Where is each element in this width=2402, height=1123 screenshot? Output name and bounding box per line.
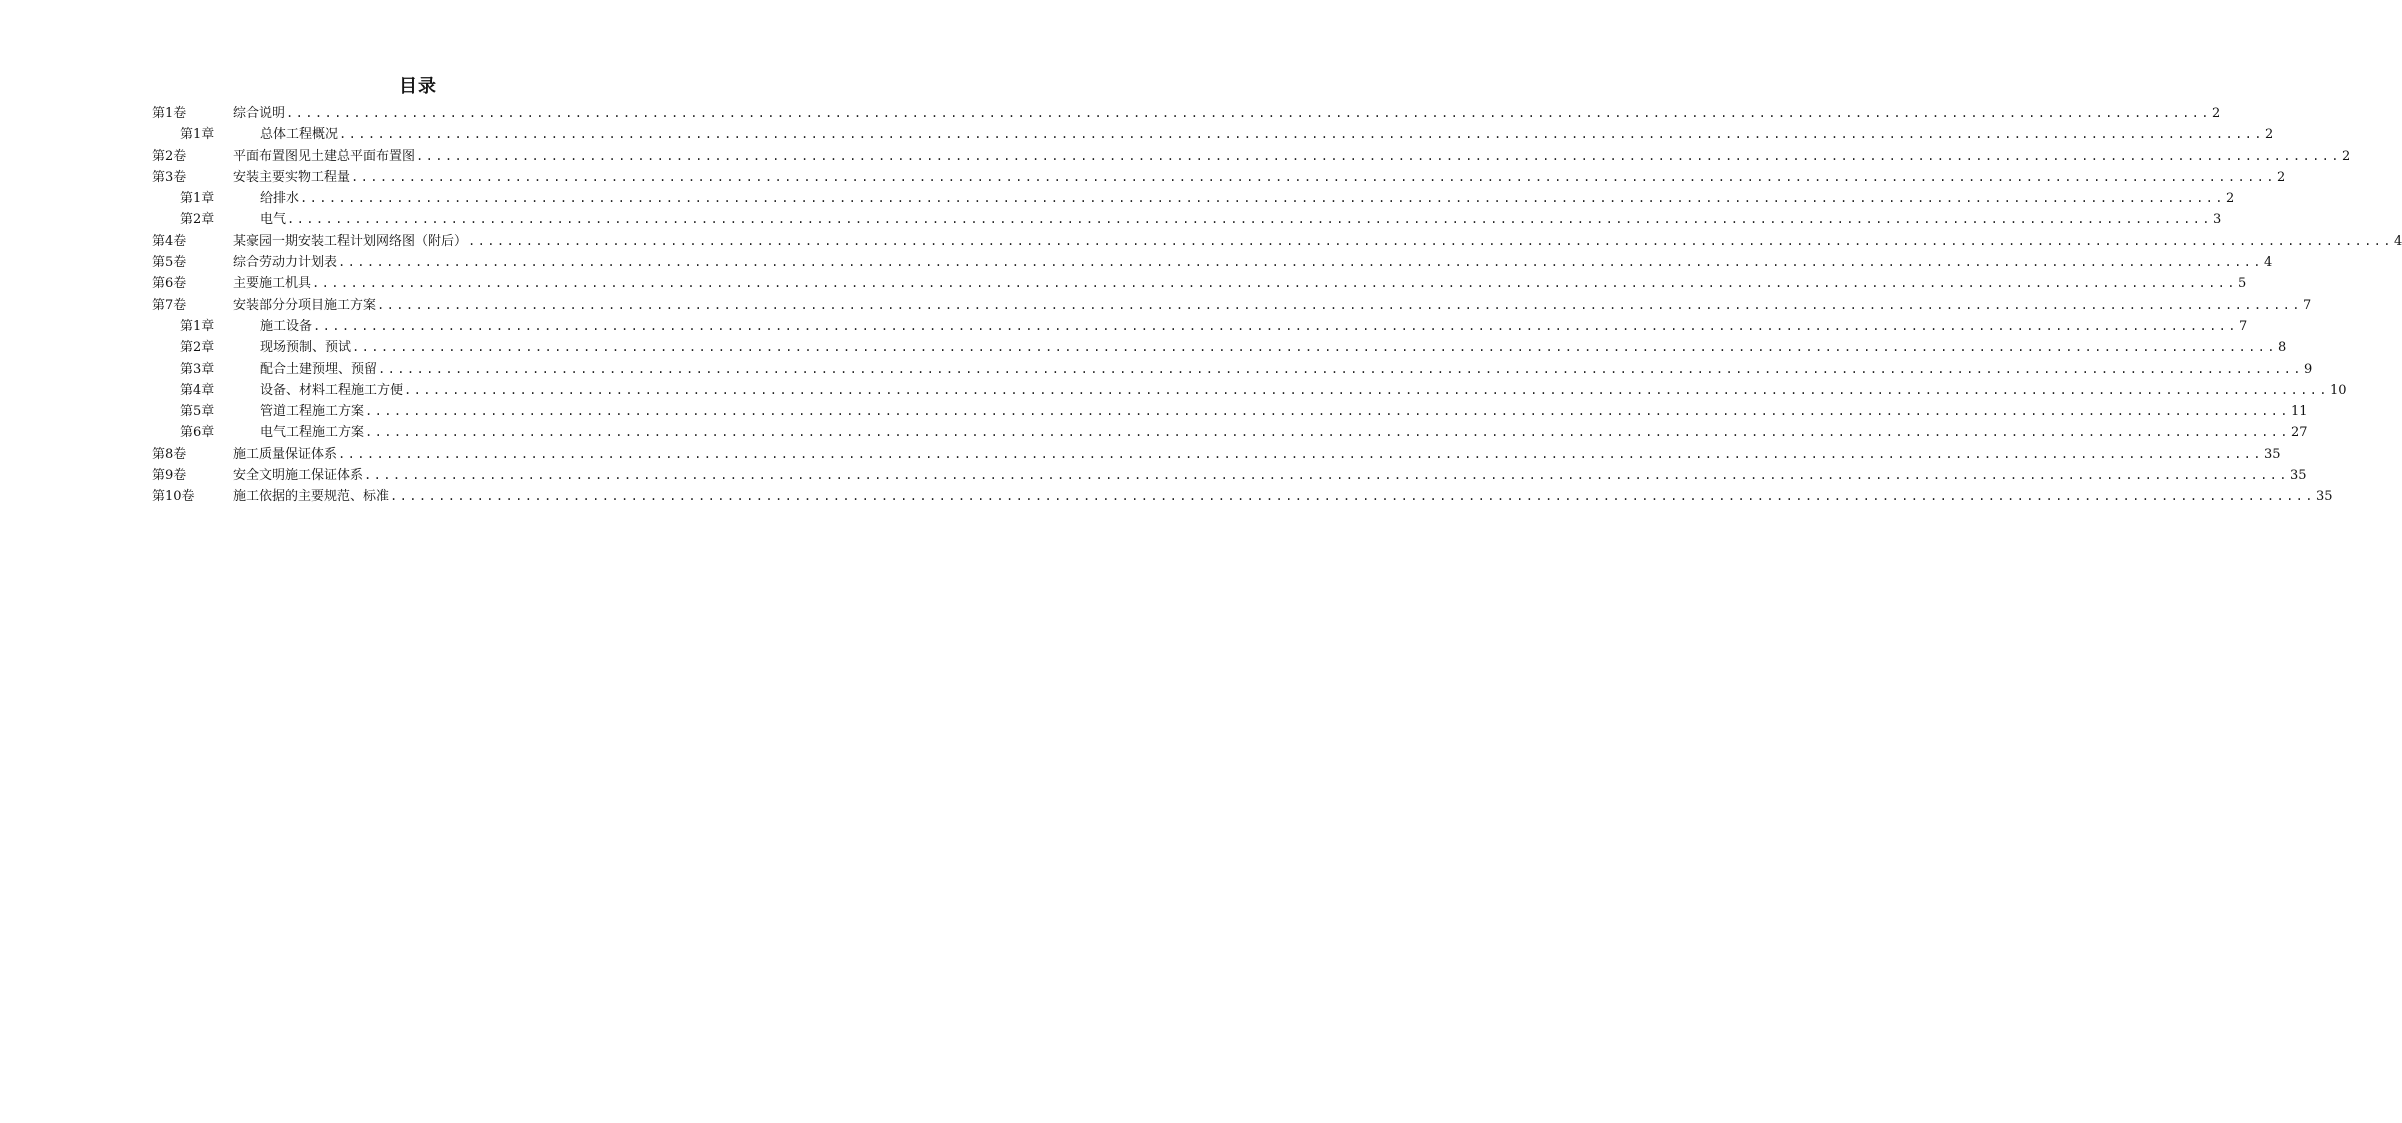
toc-dot-leader: ........................................................................................................................................................................................................ xyxy=(300,191,2225,206)
toc-page-number: 2 xyxy=(2225,191,2235,207)
toc-chapter-number: 第2章 xyxy=(180,212,215,228)
table-of-contents xyxy=(152,103,2402,508)
toc-entry[interactable] xyxy=(152,252,2273,273)
toc-chapter-number: 第1章 xyxy=(180,127,215,143)
toc-page-number: 2 xyxy=(2211,106,2221,121)
toc-entry-title: 主要施工机具 xyxy=(233,276,312,292)
toc-page-number: 11 xyxy=(2290,404,2308,420)
toc-entry[interactable] xyxy=(152,273,2247,294)
toc-volume-number: 第10卷 xyxy=(152,489,195,505)
toc-dot-leader: ........................................................................................................................................................................................................ xyxy=(365,404,2290,419)
toc-entry-title: 综合劳动力计划表 xyxy=(233,255,338,271)
toc-page-number: 2 xyxy=(2264,127,2274,143)
toc-entry-title: 安全文明施工保证体系 xyxy=(233,468,364,484)
toc-entry[interactable] xyxy=(152,422,2308,443)
toc-dot-leader: ........................................................................................................................................................................................................ xyxy=(287,212,2212,227)
toc-entry[interactable] xyxy=(152,231,2402,252)
toc-page-number: 4 xyxy=(2393,233,2402,249)
toc-entry-title: 施工设备 xyxy=(260,318,313,334)
toc-dot-leader: ........................................................................................................................................................................................................ xyxy=(338,255,2263,270)
toc-entry-title: 现场预制、预试 xyxy=(260,340,352,356)
toc-page-number: 27 xyxy=(2290,425,2308,441)
toc-entry-title: 配合土建预埋、预留 xyxy=(260,361,378,377)
toc-entry[interactable] xyxy=(152,103,2221,124)
toc-dot-leader: ........................................................................................................................................................................................................ xyxy=(352,340,2277,355)
toc-chapter-number: 第2章 xyxy=(180,340,215,356)
toc-page-number: 4 xyxy=(2263,255,2273,271)
toc-page-number: 7 xyxy=(2302,297,2312,313)
toc-entry[interactable] xyxy=(152,359,2313,380)
toc-dot-leader: ........................................................................................................................................................................................................ xyxy=(338,446,2263,461)
toc-chapter-number: 第5章 xyxy=(180,404,215,420)
toc-chapter-number: 第6章 xyxy=(180,425,215,441)
toc-page-number: 8 xyxy=(2277,340,2287,356)
toc-entry[interactable] xyxy=(152,167,2286,188)
toc-entry[interactable] xyxy=(152,316,2248,337)
toc-page-number: 35 xyxy=(2289,468,2307,484)
toc-entry[interactable] xyxy=(152,465,2307,486)
toc-page-number: 5 xyxy=(2237,276,2247,292)
toc-page-number: 2 xyxy=(2276,169,2286,185)
toc-entry[interactable] xyxy=(152,146,2351,167)
toc-dot-leader: ........................................................................................................................................................................................................ xyxy=(377,297,2302,312)
toc-volume-number: 第4卷 xyxy=(152,233,187,249)
toc-page-number: 10 xyxy=(2329,382,2347,398)
toc-dot-leader: ........................................................................................................................................................................................................ xyxy=(390,489,2315,504)
toc-dot-leader: ........................................................................................................................................................................................................ xyxy=(365,425,2290,440)
toc-chapter-number: 第1章 xyxy=(180,318,215,334)
toc-entry-title: 施工依据的主要规范、标准 xyxy=(233,489,390,505)
toc-dot-leader: ........................................................................................................................................................................................................ xyxy=(468,233,2393,248)
toc-entry[interactable] xyxy=(152,124,2274,145)
toc-entry-title: 施工质量保证体系 xyxy=(233,446,338,462)
toc-page-number: 35 xyxy=(2315,489,2333,505)
toc-entry[interactable] xyxy=(152,380,2347,401)
toc-entry-title: 电气 xyxy=(260,212,287,228)
toc-entry[interactable] xyxy=(152,209,2222,230)
toc-volume-number: 第6卷 xyxy=(152,276,187,292)
toc-volume-number: 第8卷 xyxy=(152,446,187,462)
toc-dot-leader: ........................................................................................................................................................................................................ xyxy=(312,276,2237,291)
toc-entry[interactable] xyxy=(152,337,2287,358)
toc-volume-number: 第9卷 xyxy=(152,468,187,484)
toc-entry-title: 管道工程施工方案 xyxy=(260,404,365,420)
toc-entry-title: 安装主要实物工程量 xyxy=(233,169,351,185)
toc-dot-leader: ........................................................................................................................................................................................................ xyxy=(416,148,2341,163)
toc-page-number: 2 xyxy=(2341,148,2351,164)
toc-entry[interactable] xyxy=(152,401,2308,422)
toc-entry-title: 平面布置图见土建总平面布置图 xyxy=(233,148,416,164)
toc-page-number: 35 xyxy=(2263,446,2281,462)
toc-dot-leader: ........................................................................................................................................................................................................ xyxy=(364,468,2289,483)
toc-entry-title: 给排水 xyxy=(260,191,300,207)
toc-chapter-number: 第3章 xyxy=(180,361,215,377)
toc-entry[interactable] xyxy=(152,188,2235,209)
toc-entry[interactable] xyxy=(152,444,2281,465)
toc-entry-title: 安装部分分项目施工方案 xyxy=(233,297,377,313)
toc-entry[interactable] xyxy=(152,295,2312,316)
toc-volume-number: 第5卷 xyxy=(152,255,187,271)
toc-entry-title: 综合说明 xyxy=(233,106,286,121)
toc-page-number: 9 xyxy=(2303,361,2313,377)
toc-chapter-number: 第4章 xyxy=(180,382,215,398)
toc-entry-title: 设备、材料工程施工方便 xyxy=(260,382,404,398)
toc-page-number: 3 xyxy=(2212,212,2222,228)
toc-entry-title: 电气工程施工方案 xyxy=(260,425,365,441)
toc-entry-title: 总体工程概况 xyxy=(260,127,339,143)
toc-volume-number: 第3卷 xyxy=(152,169,187,185)
toc-dot-leader: ........................................................................................................................................................................................................ xyxy=(351,169,2276,184)
toc-dot-leader: ........................................................................................................................................................................................................ xyxy=(313,318,2238,333)
toc-volume-number: 第7卷 xyxy=(152,297,187,313)
toc-entry-title: 某豪园一期安装工程计划网络图（附后） xyxy=(233,233,468,249)
toc-dot-leader: ........................................................................................................................................................................................................ xyxy=(286,106,2211,120)
toc-page-number: 7 xyxy=(2238,318,2248,334)
toc-chapter-number: 第1章 xyxy=(180,191,215,207)
toc-dot-leader: ........................................................................................................................................................................................................ xyxy=(339,127,2264,142)
toc-dot-leader: ........................................................................................................................................................................................................ xyxy=(404,382,2329,397)
toc-volume-number: 第2卷 xyxy=(152,148,187,164)
toc-entry[interactable] xyxy=(152,486,2333,507)
toc-dot-leader: ........................................................................................................................................................................................................ xyxy=(378,361,2303,376)
toc-volume-number: 第1卷 xyxy=(152,106,187,121)
toc-title: 目录 xyxy=(399,76,437,97)
